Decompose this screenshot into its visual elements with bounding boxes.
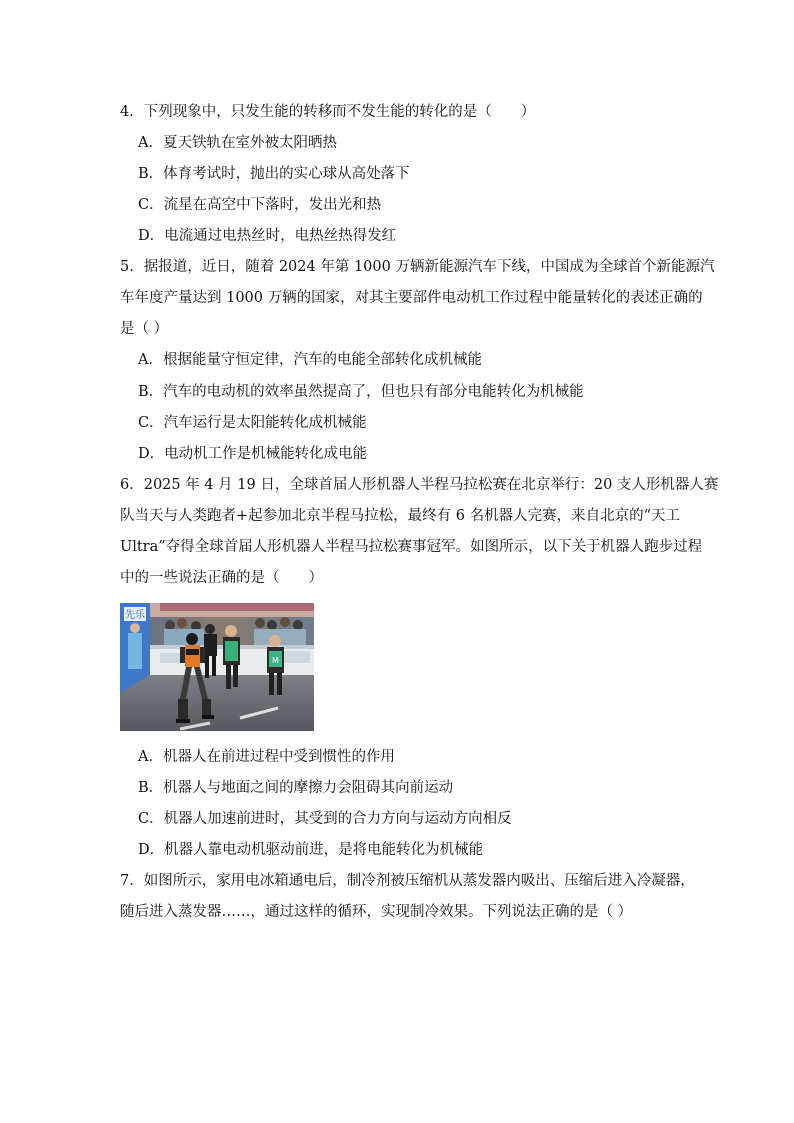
question-6-option-b: B．机器人与地面之间的摩擦力会阻碍其向前运动	[138, 780, 454, 796]
banner-text: 先乐	[125, 610, 145, 621]
question-7-stem-line-2: 随后进入蒸发器……，通过这样的循环，实现制冷效果。下列说法正确的是（ ）	[120, 904, 633, 920]
question-6-stem-line-3: Ultra”夺得全球首届人形机器人半程马拉松赛事冠军。如图所示，以下关于机器人跑步过程	[120, 539, 703, 555]
question-4-option-a: A．夏天铁轨在室外被太阳晒热	[138, 135, 337, 151]
question-5-stem-line-2: 车年度产量达到 1000 万辆的国家，对其主要部件电动机工作过程中能量转化的表述正确的	[120, 290, 703, 306]
question-7-stem-line-1: 7．如图所示，家用电冰箱通电后，制冷剂被压缩机从蒸发器内吸出、压缩后进入冷凝器，	[120, 873, 695, 889]
question-6-option-c: C．机器人加速前进时，其受到的合力方向与运动方向相反	[138, 811, 512, 827]
question-6-option-a: A．机器人在前进过程中受到惯性的作用	[138, 749, 395, 765]
question-5-stem-line-3: 是（ ）	[120, 321, 169, 337]
question-5-stem-line-1: 5．据报道，近日，随着 2024 年第 1000 万辆新能源汽车下线，中国成为全球首个新能源汽	[120, 259, 715, 275]
question-5-option-a: A．根据能量守恒定律，汽车的电能全部转化成机械能	[138, 352, 482, 368]
question-6-stem-line-4: 中的一些说法正确的是（ ）	[120, 570, 323, 586]
question-4-option-c: C．流星在高空中下落时，发出光和热	[138, 197, 382, 213]
question-6-option-d: D．机器人靠电动机驱动前进，是将电能转化为机械能	[138, 842, 484, 858]
question-4-stem-line-1: 4．下列现象中，只发生能的转移而不发生能的转化的是（ ）	[120, 104, 536, 120]
question-5-option-c: C．汽车运行是太阳能转化成机械能	[138, 415, 367, 431]
bib-text: M	[272, 656, 279, 665]
question-5-option-b: B．汽车的电动机的效率虽然提高了，但也只有部分电能转化为机械能	[138, 384, 584, 400]
question-5-option-d: D．电动机工作是机械能转化成电能	[138, 446, 368, 462]
robot-marathon-photo	[120, 603, 314, 731]
question-4-option-b: B．体育考试时，抛出的实心球从高处落下	[138, 166, 410, 182]
question-4-option-d: D．电流通过电热丝时，电热丝热得发红	[138, 228, 397, 244]
question-6-stem-line-2: 队当天与人类跑者+起参加北京半程马拉松，最终有 6 名机器人完赛，来自北京的“天工	[120, 508, 681, 524]
question-6-stem-line-1: 6．2025 年 4 月 19 日，全球首届人形机器人半程马拉松赛在北京举行：20 支人形机器人赛	[120, 477, 719, 493]
